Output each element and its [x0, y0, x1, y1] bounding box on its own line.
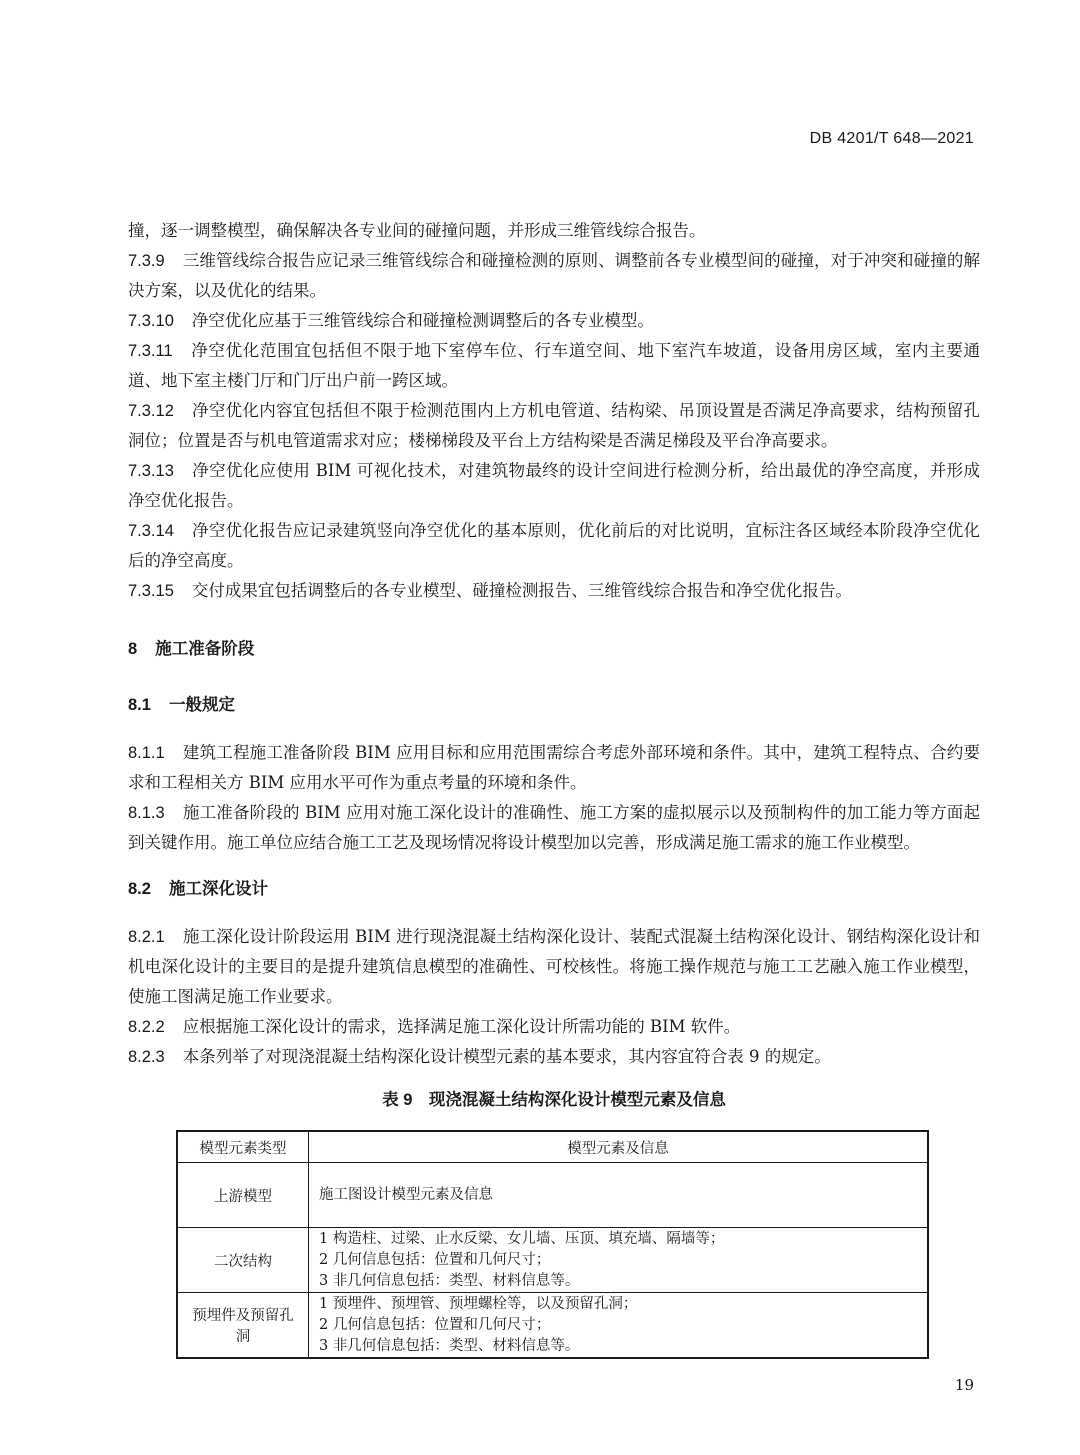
clause-8-2-3	[128, 1042, 980, 1072]
info-line: 3 非几何信息包括：类型、材料信息等。	[319, 1337, 580, 1354]
model-elements-table	[176, 1130, 929, 1359]
document-code: DB 4201/T 648—2021	[809, 130, 974, 147]
chapter-title: 施工准备阶段	[155, 640, 255, 658]
section-heading-8-1	[128, 690, 980, 720]
clause-7-3-13	[128, 456, 980, 516]
clause-text: 三维管线综合报告应记录三维管线综合和碰撞检测的原则、调整前各专业模型间的碰撞，对于冲突和碰撞的解决方案，以及优化的结果。	[128, 251, 980, 300]
table-header-cell: 模型元素及信息	[309, 1131, 929, 1163]
table-row	[177, 1293, 928, 1359]
clause-number: 7.3.11	[128, 342, 173, 360]
clause-7-3-10	[128, 306, 980, 336]
clause-text: 施工深化设计阶段运用 BIM 进行现浇混凝土结构深化设计、装配式混凝土结构深化设计、钢结构深化设计和机电深化设计的主要目的是提升建筑信息模型的准确性、可校核性。将施工操作规范与施工工艺融入施工作业模型，使施工图满足施工作业要求。	[128, 927, 980, 1006]
clause-7-3-9	[128, 246, 980, 306]
table-cell-type: 预埋件及预留孔洞	[177, 1293, 309, 1359]
clause-8-2-1	[128, 922, 980, 1012]
info-line: 1 构造柱、过梁、止水反梁、女儿墙、压顶、填充墙、隔墙等；	[319, 1230, 725, 1247]
table-header-cell: 模型元素类型	[177, 1131, 309, 1163]
clause-text: 应根据施工深化设计的需求，选择满足施工深化设计所需功能的 BIM 软件。	[182, 1017, 741, 1036]
info-line: 2 几何信息包括：位置和几何尺寸；	[319, 1251, 551, 1268]
clause-number: 8.2.2	[128, 1018, 165, 1036]
clause-text: 本条列举了对现浇混凝土结构深化设计模型元素的基本要求，其内容宜符合表 9 的规定。	[182, 1047, 831, 1066]
table-cell-info	[309, 1228, 929, 1293]
section-title: 一般规定	[168, 696, 235, 714]
clause-number: 8.2.3	[128, 1048, 165, 1066]
info-line: 3 非几何信息包括：类型、材料信息等。	[319, 1272, 580, 1289]
clause-number: 7.3.9	[128, 252, 165, 270]
clause-7-3-15	[128, 576, 980, 606]
clause-text: 净空优化应基于三维管线综合和碰撞检测调整后的各专业模型。	[191, 311, 654, 330]
info-line: 1 预埋件、预埋管、预埋螺栓等，以及预留孔洞；	[319, 1295, 638, 1312]
clause-text: 净空优化范围宜包括但不限于地下室停车位、行车道空间、地下室汽车坡道，设备用房区域，室内主要通道、地下室主楼门厅和门厅出户前一跨区域。	[128, 341, 980, 390]
paragraph-continuation	[128, 216, 980, 246]
paragraph-text: 撞，逐一调整模型，确保解决各专业间的碰撞问题，并形成三维管线综合报告。	[128, 221, 706, 240]
clause-number: 8.2.1	[128, 928, 165, 946]
table-cell-info	[309, 1163, 929, 1228]
clause-7-3-11	[128, 336, 980, 396]
table-title: 表 9 现浇混凝土结构深化设计模型元素及信息	[382, 1091, 726, 1109]
page-content	[128, 216, 980, 1359]
table-row	[177, 1228, 928, 1293]
clause-number: 8.1.3	[128, 804, 165, 822]
clause-text: 建筑工程施工准备阶段 BIM 应用目标和应用范围需综合考虑外部环境和条件。其中，建筑工程特点、合约要求和工程相关方 BIM 应用水平可作为重点考量的环境和条件。	[128, 743, 980, 792]
clause-text: 净空优化报告应记录建筑竖向净空优化的基本原则，优化前后的对比说明，宜标注各区域经本阶段净空优化后的净空高度。	[128, 521, 980, 570]
table-header-row	[177, 1131, 928, 1163]
clause-7-3-12	[128, 396, 980, 456]
info-line: 2 几何信息包括：位置和几何尺寸；	[319, 1316, 551, 1333]
clause-8-1-1	[128, 738, 980, 798]
clause-8-1-3	[128, 798, 980, 858]
chapter-number: 8	[128, 640, 138, 658]
clause-number: 7.3.10	[128, 312, 174, 330]
section-number: 8.2	[128, 880, 151, 898]
clause-7-3-14	[128, 516, 980, 576]
table-row	[177, 1163, 928, 1228]
section-title: 施工深化设计	[168, 880, 268, 898]
clause-number: 7.3.12	[128, 402, 174, 420]
section-heading-8-2	[128, 874, 980, 904]
clause-number: 7.3.13	[128, 462, 174, 480]
clause-text: 净空优化内容宜包括但不限于检测范围内上方机电管道、结构梁、吊顶设置是否满足净高要求，结构预留孔洞位；位置是否与机电管道需求对应；楼梯梯段及平台上方结构梁是否满足梯段及平台净高要求。	[128, 401, 980, 450]
section-number: 8.1	[128, 696, 151, 714]
clause-text: 净空优化应使用 BIM 可视化技术，对建筑物最终的设计空间进行检测分析，给出最优的净空高度，并形成净空优化报告。	[128, 461, 980, 510]
clause-text: 交付成果宜包括调整后的各专业模型、碰撞检测报告、三维管线综合报告和净空优化报告。	[191, 581, 852, 600]
page-number: 19	[954, 1376, 974, 1394]
table-cell-type: 二次结构	[177, 1228, 309, 1293]
info-line: 施工图设计模型元素及信息	[319, 1186, 493, 1203]
clause-8-2-2	[128, 1012, 980, 1042]
clause-text: 施工准备阶段的 BIM 应用对施工深化设计的准确性、施工方案的虚拟展示以及预制构件的加工能力等方面起到关键作用。施工单位应结合施工工艺及现场情况将设计模型加以完善，形成满足施工需求的施工作业模型。	[128, 803, 980, 852]
chapter-heading	[128, 634, 980, 664]
clause-number: 8.1.1	[128, 744, 165, 762]
clause-number: 7.3.15	[128, 582, 174, 600]
table-cell-type: 上游模型	[177, 1163, 309, 1228]
clause-number: 7.3.14	[128, 522, 174, 540]
table-cell-info	[309, 1293, 929, 1359]
